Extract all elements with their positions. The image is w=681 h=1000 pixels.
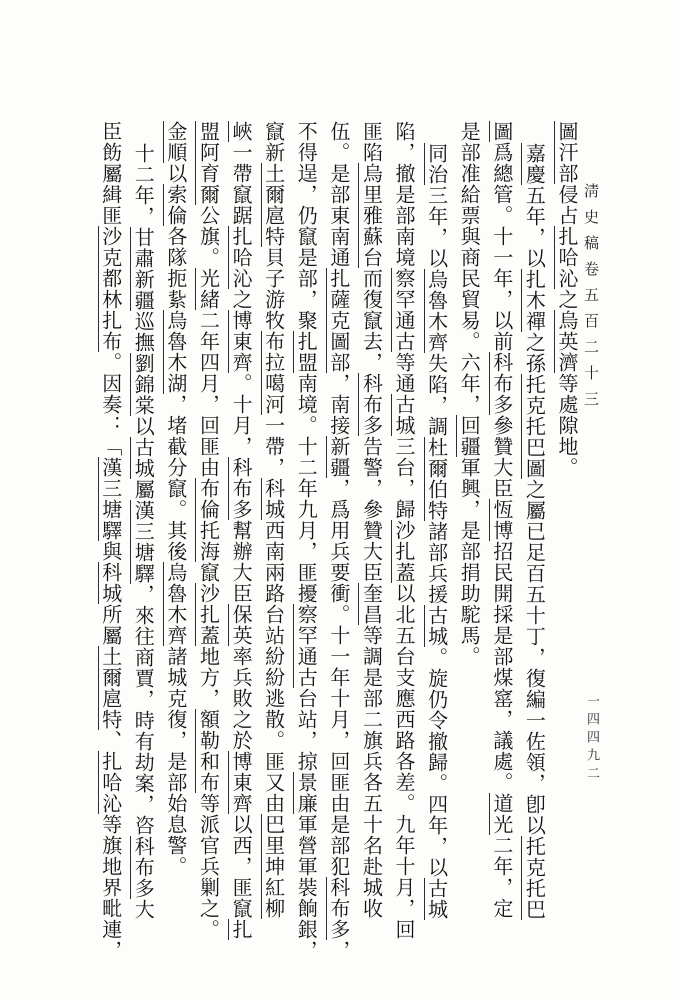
proper-noun-run: 扎哈沁 <box>555 226 579 289</box>
text-column <box>290 121 323 967</box>
proper-noun-run: 新疆 <box>131 269 156 311</box>
text-run: 。因奏：「 <box>98 352 123 457</box>
proper-noun-run: 扎哈沁 <box>229 226 254 289</box>
proper-noun-run: 恆博 <box>489 499 514 541</box>
text-run: ，來往商賈，時有劫案，咨 <box>131 584 156 836</box>
text-run: 巡撫 <box>131 311 156 353</box>
proper-noun-run: 漢三塘驛 <box>98 457 123 541</box>
proper-noun-run: 扎 <box>229 919 254 940</box>
text-run: 之孫 <box>522 332 547 374</box>
proper-noun-run: 扎薩克圖部 <box>326 268 351 373</box>
text-run: 各隊扼紥 <box>163 226 188 310</box>
text-run: 臣飭屬緝匪 <box>98 121 123 226</box>
proper-noun-run: 保英 <box>229 604 254 646</box>
proper-noun-run: 扎哈沁 <box>98 751 123 814</box>
proper-noun-run: 科布多 <box>131 836 156 899</box>
proper-noun-run: 科城 <box>98 562 123 604</box>
proper-noun-run: 土爾扈特 <box>98 646 123 730</box>
proper-noun-run: 古城 <box>424 605 449 647</box>
text-run: 以北五台支應西路各差。九年十月，回 <box>392 583 417 940</box>
text-column <box>453 121 486 967</box>
proper-noun-run: 沙扎蓋 <box>196 583 221 646</box>
proper-noun-run: 嘉慶 <box>522 143 547 185</box>
text-run: ，堵截分竄。其後 <box>163 394 188 562</box>
proper-noun-run: 土爾扈特 <box>261 163 286 247</box>
text-run: 三年，以 <box>424 185 449 269</box>
proper-noun-run: 科布多 <box>359 373 384 436</box>
text-run: 西南兩路台站紛紛逃散。匪又由 <box>261 520 286 814</box>
text-column <box>94 121 127 967</box>
proper-noun-run: 金順 <box>163 121 188 163</box>
proper-noun-run: 察罕通古 <box>294 604 319 688</box>
text-run: 地方， <box>196 646 221 709</box>
text-run: 之屬已足百五十丁，復編一佐領，卽以 <box>522 479 547 836</box>
text-column <box>257 121 290 967</box>
text-run: 等處隙地。 <box>555 373 579 478</box>
proper-noun-run: 古城 <box>424 878 449 920</box>
proper-noun-run: 烏魯木齊 <box>424 269 449 353</box>
text-run: 等旗地界毗連， <box>98 814 123 961</box>
text-column <box>387 121 420 967</box>
text-run: 軍興，是部捐助駝馬。 <box>457 457 482 667</box>
text-run: 三台，歸 <box>392 436 417 520</box>
text-run: ，爲用兵要衝。十一年十月，回匪由是部犯 <box>326 478 351 877</box>
text-run: 等調是部二旗兵各五十名赴城收 <box>359 625 384 919</box>
text-run: 竄 <box>196 562 221 583</box>
text-run: 軍營軍裝餉銀， <box>294 814 319 961</box>
proper-noun-run: 察罕通古 <box>392 268 417 352</box>
text-column <box>159 121 192 967</box>
text-run: 五年，以 <box>522 185 547 269</box>
text-run: 之 <box>229 289 254 310</box>
text-run: 招民開採是部煤窰，議處。 <box>489 541 514 793</box>
text-run: 以 <box>131 416 156 437</box>
proper-noun-run: 道光 <box>489 793 514 835</box>
text-run: 與 <box>98 541 123 562</box>
text-run: 十二年， <box>131 143 156 227</box>
text-column <box>550 121 583 967</box>
proper-noun-run: 額勒和布 <box>196 709 221 793</box>
proper-noun-run: 烏英濟 <box>555 310 579 373</box>
proper-noun-run: 新疆 <box>326 436 351 478</box>
proper-noun-run: 沙克都林扎布 <box>98 226 123 352</box>
proper-noun-run: 盟 <box>196 121 221 142</box>
proper-noun-run: 阿育爾 <box>196 142 221 205</box>
text-run: ，南接 <box>326 373 351 436</box>
volume-header: 淸史稿卷五百二十三 <box>582 183 600 417</box>
text-run: 侵占 <box>555 184 579 226</box>
text-column <box>485 121 518 967</box>
proper-noun-run: 古城 <box>392 394 417 436</box>
text-run: 一帶， <box>261 415 286 478</box>
proper-noun-run: 科城 <box>261 478 286 520</box>
proper-noun-run: 扎木禪 <box>522 269 547 332</box>
proper-noun-run: 古城 <box>131 437 156 479</box>
text-run: 一帶竄踞 <box>229 142 254 226</box>
page-number: 一四四九二 <box>584 694 599 784</box>
text-run: 爲總管。十一年，以前 <box>489 142 514 352</box>
proper-noun-run: 布拉噶河 <box>261 331 286 415</box>
text-run: 公旗。 <box>196 205 221 268</box>
text-run: 台站，掠 <box>294 688 319 772</box>
text-run: 失陷，調 <box>424 353 449 437</box>
text-column <box>518 121 551 989</box>
text-run: 匪陷 <box>359 121 384 163</box>
text-run: 等通 <box>392 352 417 394</box>
proper-noun-run: 托克托巴圖 <box>522 374 547 479</box>
text-run: 等派官兵剿之。 <box>196 793 221 940</box>
text-run: 諸部兵援 <box>424 521 449 605</box>
text-run: 參贊大臣 <box>489 415 514 499</box>
proper-noun-run: 托克托巴 <box>522 836 547 920</box>
proper-noun-run: 回疆 <box>457 415 482 457</box>
proper-noun-run: 索倫 <box>163 184 188 226</box>
proper-noun-run: 同治 <box>424 143 449 185</box>
text-run: 南境。十二年九月，匪擾 <box>294 373 319 604</box>
proper-noun-run: 光緒 <box>196 268 221 310</box>
text-run: 。旋仍令撤歸。四年，以 <box>424 647 449 878</box>
text-column <box>355 121 388 967</box>
text-run: 而復竄去， <box>359 268 384 373</box>
proper-noun-run: 科布多 <box>229 457 254 520</box>
proper-noun-run: 圖汗部 <box>555 121 579 184</box>
proper-noun-run: 漢三塘驛 <box>131 500 156 584</box>
text-run: 屬 <box>131 479 156 500</box>
text-run: 貝子游牧 <box>261 247 286 331</box>
proper-noun-run: 布倫托海 <box>196 478 221 562</box>
proper-noun-run: 科布多 <box>489 352 514 415</box>
text-run: 之 <box>555 289 579 310</box>
text-run: 以西，匪竄 <box>229 814 254 919</box>
proper-noun-run: 景廉 <box>294 772 319 814</box>
text-run: 率兵敗之於 <box>229 646 254 751</box>
text-run: 是部准給票與商民貿易。六年， <box>457 121 482 415</box>
proper-noun-run: 巴里坤 <box>261 814 286 877</box>
text-column <box>192 121 225 967</box>
text-run: 以 <box>163 163 188 184</box>
proper-noun-run: 紅柳 <box>261 877 286 919</box>
proper-noun-run: 沙扎蓋 <box>392 520 417 583</box>
text-block <box>94 121 583 967</box>
text-run: 二年四月，回匪由 <box>196 310 221 478</box>
proper-noun-run: 峽 <box>229 121 254 142</box>
text-run: 不得逞，仍竄是部，聚 <box>294 121 319 331</box>
text-run: 伍。是部東南通 <box>326 121 351 268</box>
text-run: 竄新 <box>261 121 286 163</box>
text-column <box>322 121 355 967</box>
proper-noun-run: 奎昌 <box>359 583 384 625</box>
text-run: 二年，定 <box>489 835 514 919</box>
text-run: 。十月， <box>229 373 254 457</box>
text-column <box>224 121 257 967</box>
proper-noun-run: 劉錦棠 <box>131 353 156 416</box>
text-run: 諸城克復，是部始息警。 <box>163 646 188 877</box>
text-run: 、 <box>98 730 123 751</box>
text-run: 大 <box>131 899 156 920</box>
text-run: 幫辦大臣 <box>229 520 254 604</box>
text-run: 告警，參贊大臣 <box>359 436 384 583</box>
text-run: 所屬 <box>98 604 123 646</box>
proper-noun-run: 博東齊 <box>229 751 254 814</box>
proper-noun-run: 甘肅 <box>131 227 156 269</box>
proper-noun-run: 烏魯木湖 <box>163 310 188 394</box>
proper-noun-run: 圖 <box>489 121 514 142</box>
text-run: 陷，撤是部南境 <box>392 121 417 268</box>
proper-noun-run: 烏里雅蘇台 <box>359 163 384 268</box>
proper-noun-run: 烏魯木齊 <box>163 562 188 646</box>
text-column <box>420 121 453 989</box>
proper-noun-run: 博東齊 <box>229 310 254 373</box>
proper-noun-run: 扎盟 <box>294 331 319 373</box>
proper-noun-run: 杜爾伯特 <box>424 437 449 521</box>
text-column <box>127 121 160 989</box>
text-run: ， <box>326 940 351 961</box>
proper-noun-run: 科布多 <box>326 877 351 940</box>
